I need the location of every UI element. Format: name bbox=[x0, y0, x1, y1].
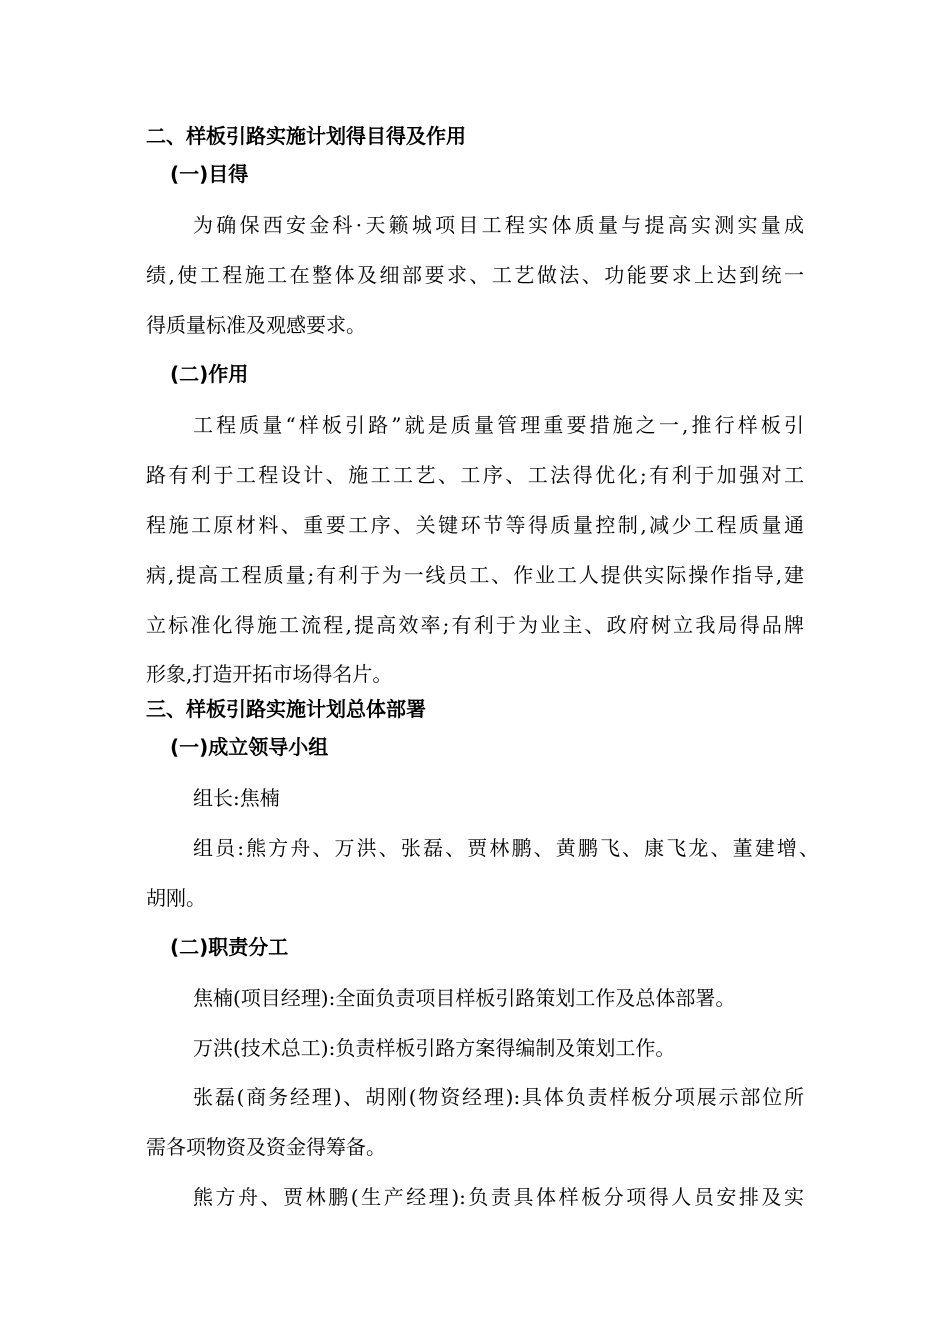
duty-line-3a: 张磊(商务经理)、胡刚(物资经理):具体负责样板分项展示部位所 bbox=[193, 1085, 804, 1109]
section-2-2-heading: (二)作用 bbox=[170, 362, 249, 386]
role-line-1: 工程质量“样板引路”就是质量管理重要措施之一,推行样板引 bbox=[193, 413, 804, 437]
duty-line-2: 万洪(技术总工):负责样板引路方案得编制及策划工作。 bbox=[193, 1036, 676, 1060]
purpose-line-3: 得质量标准及观感要求。 bbox=[146, 313, 366, 337]
leader-line: 组长:焦楠 bbox=[193, 786, 280, 810]
members-line-2: 胡刚。 bbox=[146, 886, 206, 910]
role-line-2: 路有利于工程设计、施工工艺、工序、工法得优化;有利于加强对工 bbox=[146, 463, 804, 487]
role-line-6: 形象,打造开拓市场得名片。 bbox=[146, 662, 393, 686]
purpose-line-2: 绩,使工程施工在整体及细部要求、工艺做法、功能要求上达到统一 bbox=[146, 263, 804, 287]
duty-line-4: 熊方舟、贾林鹏(生产经理):负责具体样板分项得人员安排及实 bbox=[193, 1185, 804, 1209]
section-2-title: 二、样板引路实施计划得目得及作用 bbox=[146, 124, 466, 148]
duty-line-1: 焦楠(项目经理):全面负责项目样板引路策划工作及总体部署。 bbox=[193, 986, 736, 1010]
role-line-3: 程施工原材料、重要工序、关键环节等得质量控制,减少工程质量通 bbox=[146, 513, 804, 537]
members-line-1: 组员:熊方舟、万洪、张磊、贾林鹏、黄鹏飞、康飞龙、董建增、 bbox=[193, 836, 819, 860]
duty-line-3b: 需各项物资及资金得筹备。 bbox=[146, 1135, 386, 1159]
role-line-5: 立标准化得施工流程,提高效率;有利于为业主、政府树立我局得品牌 bbox=[146, 613, 804, 637]
purpose-line-1: 为确保西安金科·天籁城项目工程实体质量与提高实测实量成 bbox=[193, 213, 804, 237]
section-3-title: 三、样板引路实施计划总体部署 bbox=[146, 697, 426, 721]
section-3-2-heading: (二)职责分工 bbox=[170, 935, 289, 959]
role-line-4: 病,提高工程质量;有利于为一线员工、作业工人提供实际操作指导,建 bbox=[146, 563, 804, 587]
section-2-1-heading: (一)目得 bbox=[170, 162, 249, 186]
section-3-1-heading: (一)成立领导小组 bbox=[170, 735, 329, 759]
